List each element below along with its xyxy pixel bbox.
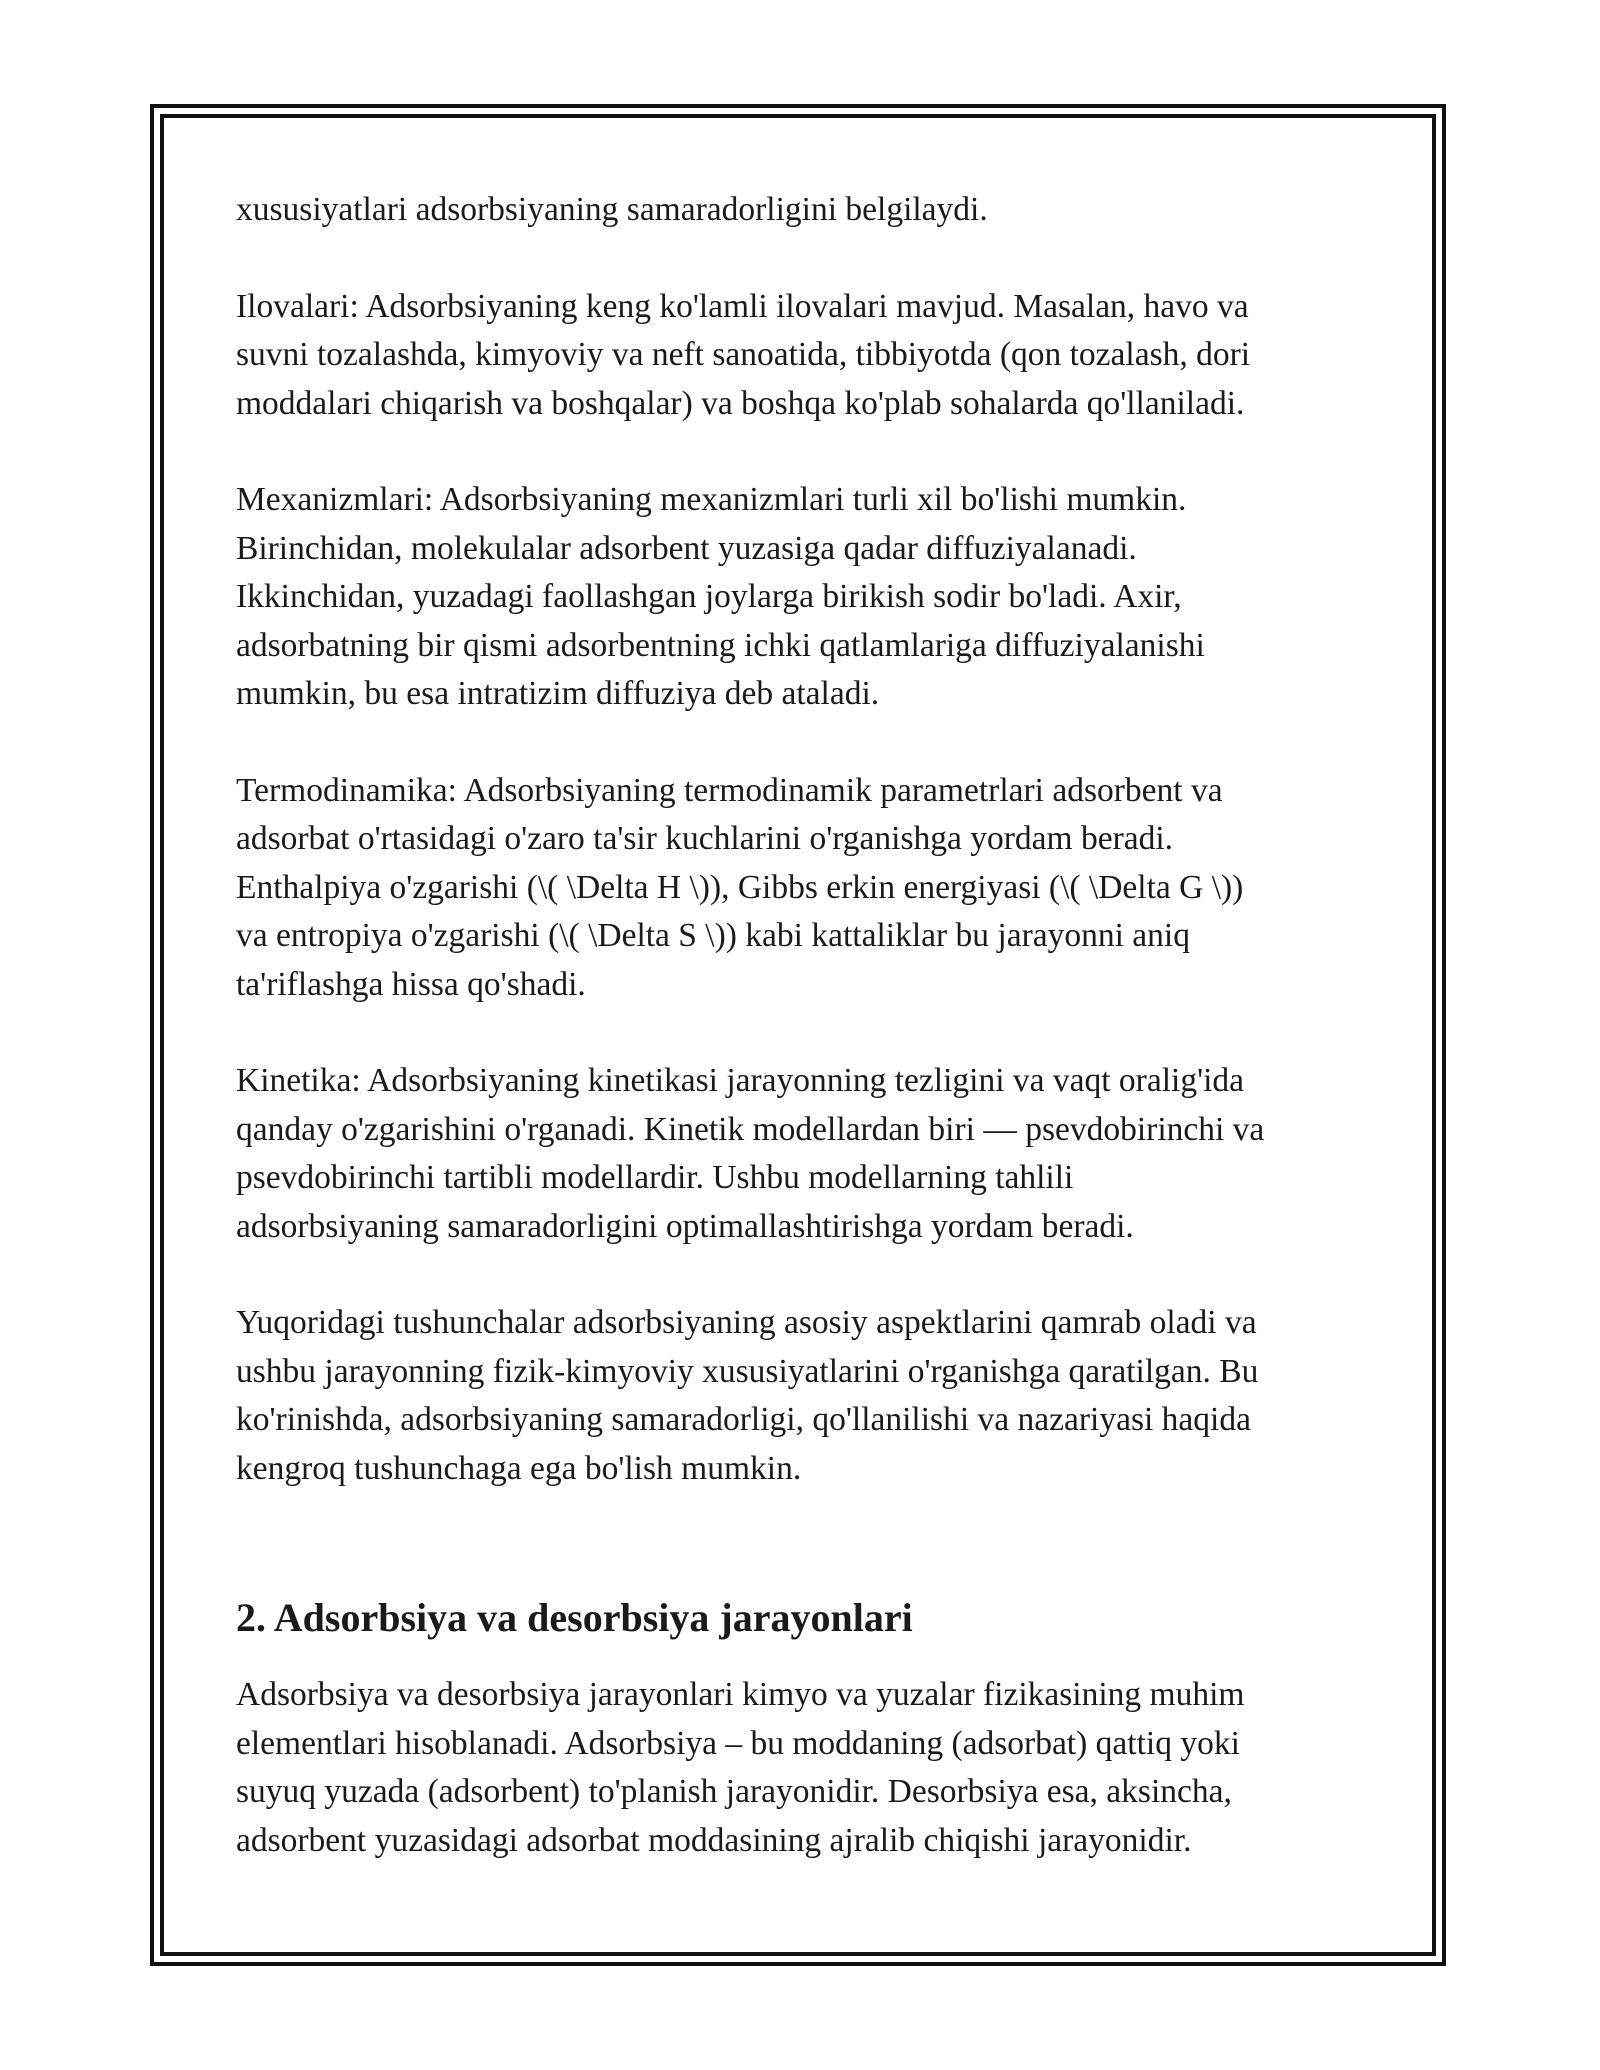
paragraph-kinetika <box>236 1057 1366 1251</box>
text-line: adsorbatning bir qismi adsorbentning ichki qatlamlariga diffuziyalanishi <box>236 626 1205 664</box>
paragraph-ilovalari <box>236 283 1366 429</box>
text-line: Yuqoridagi tushunchalar adsorbsiyaning asosiy aspektlarini qamrab oladi va <box>236 1304 1257 1341</box>
text-line: Birinchidan, molekulalar adsorbent yuzasiga qadar diffuziyalanadi. <box>236 529 1137 567</box>
text-line: adsorbsiyaning samaradorligini optimallashtirishga yordam beradi. <box>236 1207 1134 1245</box>
text-line: adsorbat o'rtasidagi o'zaro ta'sir kuchlarini o'rganishga yordam beradi. <box>236 820 1174 857</box>
paragraph-termodinamika <box>236 767 1366 1010</box>
text-line: ushbu jarayonning fizik-kimyoviy xususiyatlarini o'rganishga qaratilgan. Bu <box>236 1352 1259 1390</box>
text-line: mumkin, bu esa intratizim diffuziya deb ataladi. <box>236 675 880 712</box>
text-line: suyuq yuzada (adsorbent) to'planish jarayonidir. Desorbsiya esa, aksincha, <box>236 1773 1232 1810</box>
text-line: Termodinamika: Adsorbsiyaning termodinamik parametrlari adsorbent va <box>236 771 1223 809</box>
text-line: qanday o'zgarishini o'rganadi. Kinetik modellardan biri — psevdobirinchi va <box>236 1110 1265 1148</box>
text-line: Mexanizmlari: Adsorbsiyaning mexanizmlari turli xil bo'lishi mumkin. <box>236 481 1187 518</box>
text-line: ta'riflashga hissa qo'shadi. <box>236 965 586 1003</box>
paragraph-mexanizmlari <box>236 476 1366 719</box>
text-line: Enthalpiya o'zgarishi (\( \Delta H \)), Gibbs erkin energiyasi (\( \Delta G \)) <box>236 868 1244 906</box>
text-line: Ikkinchidan, yuzadagi faollashgan joylarga birikish sodir bo'ladi. Axir, <box>236 578 1182 615</box>
paragraph-section-intro <box>236 1671 1366 1865</box>
text-line: Kinetika: Adsorbsiyaning kinetikasi jarayonning tezligini va vaqt oralig'ida <box>236 1062 1245 1099</box>
text-line: elementlari hisoblanadi. Adsorbsiya – bu moddaning (adsorbat) qattiq yoki <box>236 1724 1240 1762</box>
paragraph-summary <box>236 1299 1366 1493</box>
text-line: moddalari chiqarish va boshqalar) va boshqa ko'plab sohalarda qo'llaniladi. <box>236 384 1245 422</box>
text-line: suvni tozalashda, kimyoviy va neft sanoatida, tibbiyotda (qon tozalash, dori <box>236 336 1251 373</box>
text-line: adsorbent yuzasidagi adsorbat moddasining ajralib chiqishi jarayonidir. <box>236 1821 1192 1859</box>
text-line: kengroq tushunchaga ega bo'lish mumkin. <box>236 1449 802 1487</box>
document-body <box>236 186 1366 1913</box>
text-line: psevdobirinchi tartibli modellardir. Ushbu modellarning tahlili <box>236 1159 1074 1196</box>
paragraph-continuation <box>236 186 1366 235</box>
text-line: va entropiya o'zgarishi (\( \Delta S \)) kabi kattaliklar bu jarayonni aniq <box>236 917 1190 954</box>
text-line: Adsorbsiya va desorbsiya jarayonlari kimyo va yuzalar fizikasining muhim <box>236 1676 1245 1713</box>
text-line: ko'rinishda, adsorbsiyaning samaradorligi, qo'llanilishi va nazariyasi haqida <box>236 1401 1251 1438</box>
section-heading: 2. Adsorbsiya va desorbsiya jarayonlari <box>236 1595 913 1640</box>
text-line: Ilovalari: Adsorbsiyaning keng ko'lamli ilovalari mavjud. Masalan, havo va <box>236 287 1249 325</box>
text-line: xususiyatlari adsorbsiyaning samaradorligini belgilaydi. <box>236 191 988 228</box>
